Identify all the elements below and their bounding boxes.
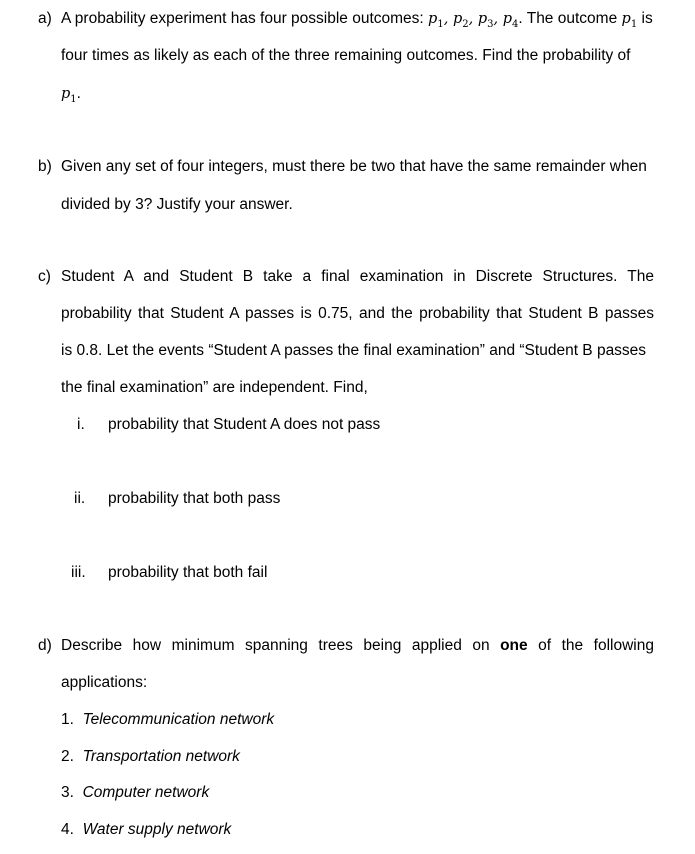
list-item: 4. Water supply network <box>61 821 232 838</box>
question-a-text-post: . The outcome <box>518 10 618 27</box>
list-item: 2. Transportation network <box>61 748 240 765</box>
p1-symbol: $p_1$ <box>621 11 638 30</box>
question-a-line-3: $p_1$. <box>61 85 81 105</box>
question-d-label: d) <box>38 637 52 654</box>
subpart-text: probability that both fail <box>108 564 268 581</box>
question-a-line-2: four times as likely as each of the three remaining outcomes. Find the probability of <box>61 47 631 64</box>
list-item: 3. Computer network <box>61 784 210 801</box>
question-c-line-2: probability that Student A passes is 0.75, and the probability that Student B passes <box>61 305 654 322</box>
question-c-label: c) <box>38 268 51 285</box>
question-c-line-1: Student A and Student B take a final examination in Discrete Structures. The <box>61 268 654 285</box>
subpart-text: probability that both pass <box>108 490 281 507</box>
question-c-line-4: the final examination” are independent. Find, <box>61 379 368 396</box>
question-a-text-end: is <box>641 10 653 27</box>
question-c-line-3: is 0.8. Let the events “Student A passes the final examination” and “Student B passes <box>61 342 647 359</box>
question-a-text-pre: A probability experiment has four possible outcomes: <box>61 10 424 27</box>
question-b-label: b) <box>38 158 52 175</box>
list-item: 1. Telecommunication network <box>61 711 275 728</box>
question-d-line-2: applications: <box>61 674 148 691</box>
question-a-label: a) <box>38 10 52 27</box>
subpart-numeral: iii. <box>71 564 86 581</box>
question-a-line-1 <box>61 9 653 35</box>
subpart-numeral: i. <box>77 416 85 433</box>
question-b-line-1: Given any set of four integers, must there be two that have the same remainder when <box>61 158 647 175</box>
emphasis-one: one <box>500 637 528 654</box>
subpart-numeral: ii. <box>74 490 86 507</box>
p1-symbol-end: $p_1$ <box>61 86 77 105</box>
subpart-text: probability that Student A does not pass <box>108 416 381 433</box>
outcome-list: $p_1$, $p_2$, $p_3$, $p_4$ <box>428 11 519 30</box>
question-d-line-1: Describe how minimum spanning trees being applied on one of the following <box>61 637 654 654</box>
question-b-line-2: divided by 3? Justify your answer. <box>61 196 293 213</box>
